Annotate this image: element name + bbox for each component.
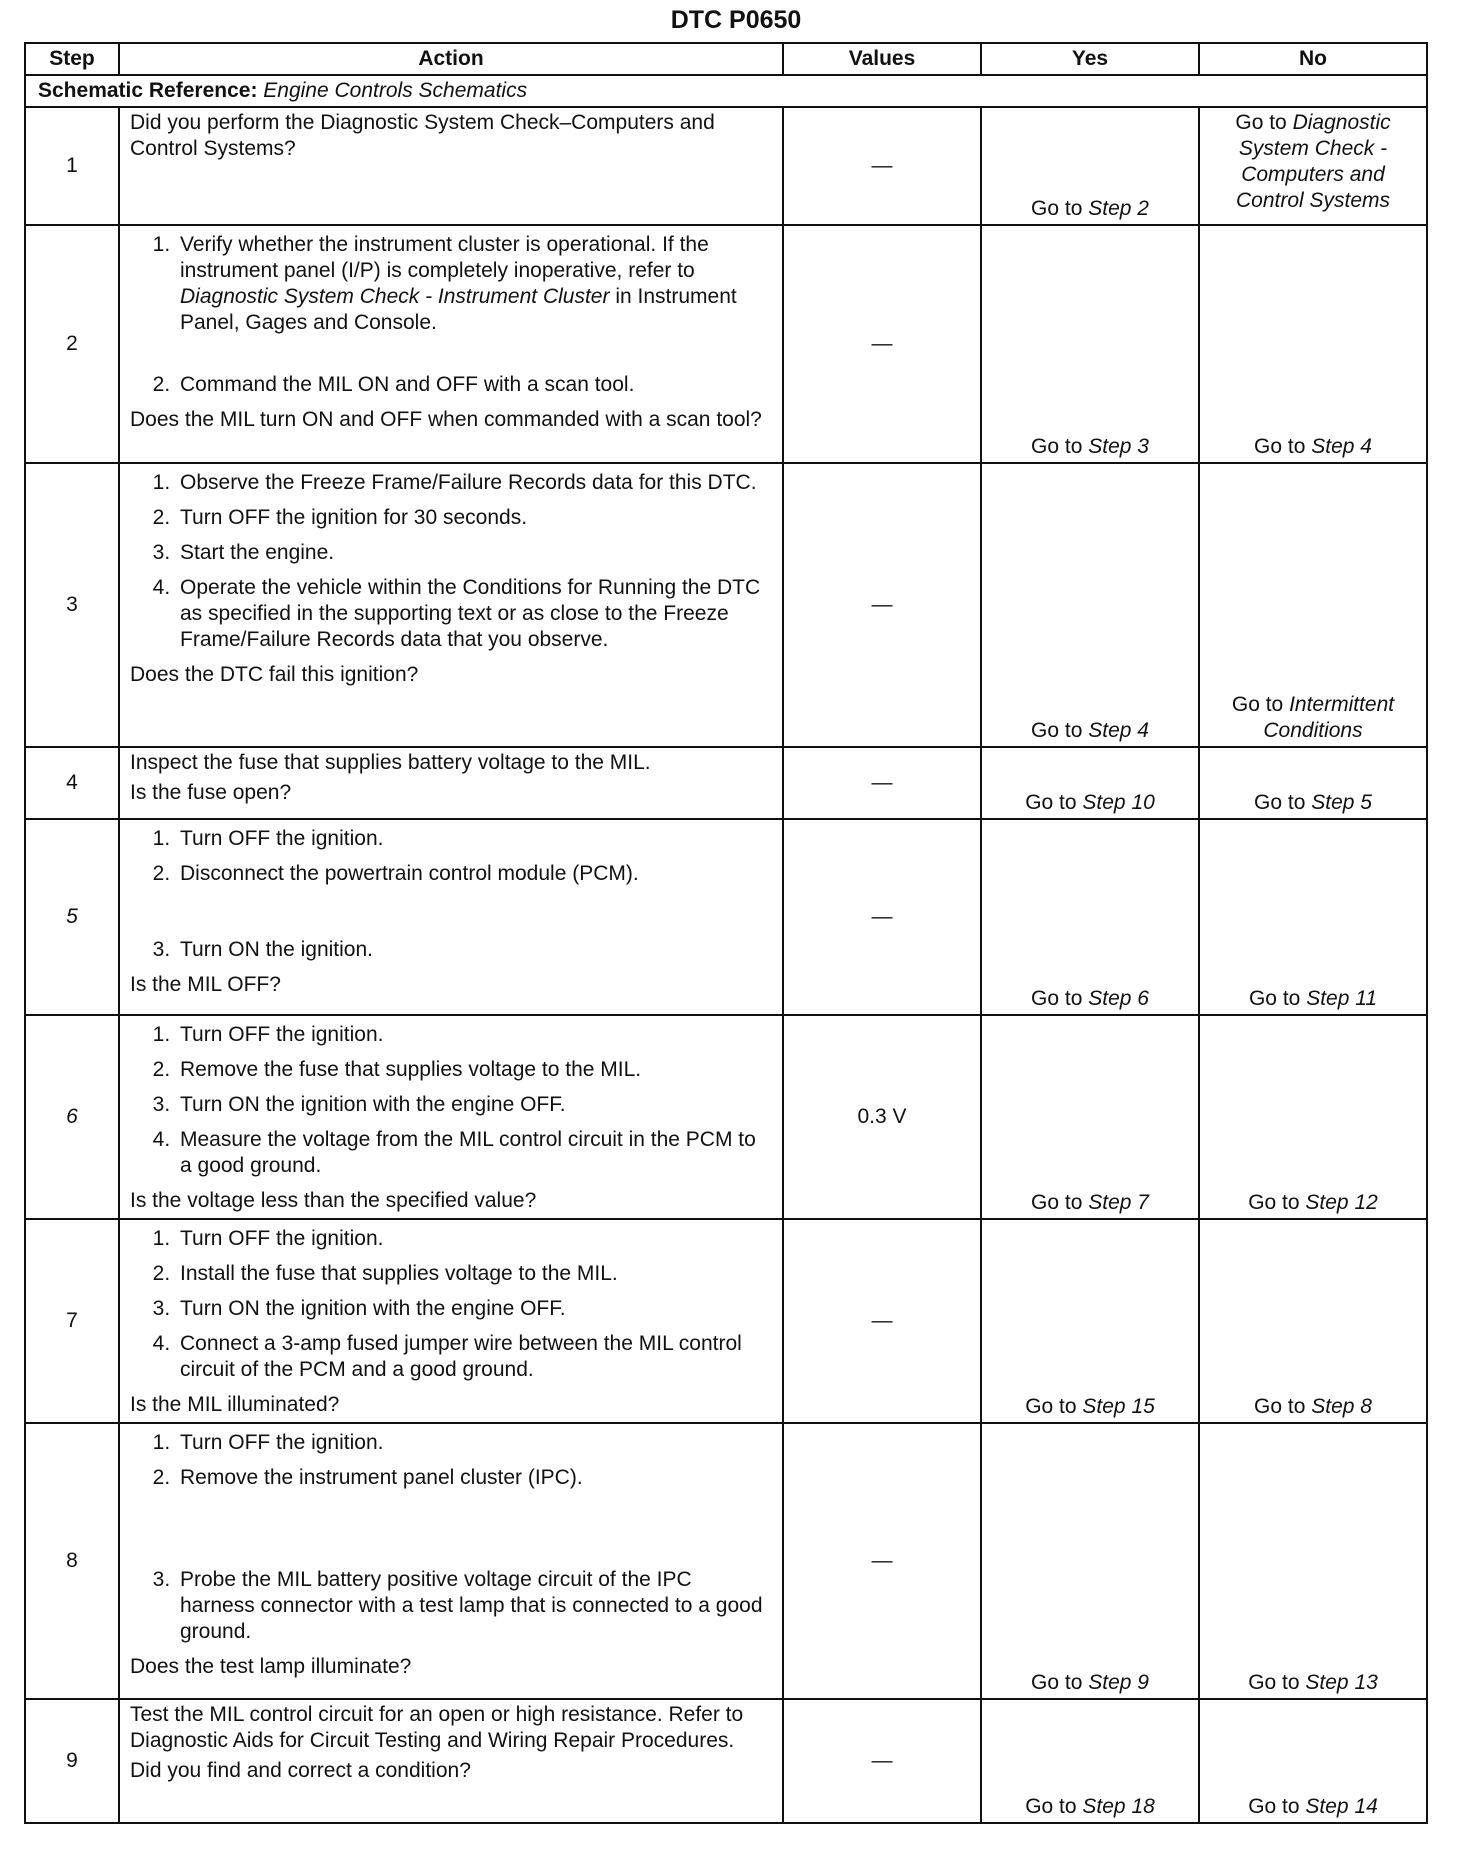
no-step-link[interactable]: Diagnostic System Check - Computers and Control Systems [1235, 111, 1391, 212]
header-yes: Yes [981, 43, 1199, 75]
action-question: Is the voltage less than the specified value? [130, 1189, 537, 1212]
header-action: Action [119, 43, 783, 75]
table-row [25, 463, 1427, 747]
action-question: Does the MIL turn ON and OFF when commanded with a scan tool? [130, 408, 762, 431]
table-row [25, 225, 1427, 463]
action-step: 1. Turn OFF the ignition. [176, 1430, 772, 1456]
yes-cell: Go to Step 9 [981, 1423, 1199, 1699]
table-row [25, 819, 1427, 1015]
no-cell: Go to Step 5 [1199, 747, 1427, 819]
no-step-link[interactable]: Step 11 [1306, 987, 1378, 1010]
action-step: 2. Command the MIL ON and OFF with a scan tool. [176, 372, 772, 398]
schematic-label: Schematic Reference: [38, 79, 258, 102]
table-row [25, 107, 1427, 225]
action-cell [119, 107, 783, 225]
table-row [25, 1423, 1427, 1699]
action-steps [130, 1022, 772, 1179]
action-text: Did you perform the Diagnostic System Check–Computers and Control Systems? [130, 111, 715, 160]
action-text: Inspect the fuse that supplies battery voltage to the MIL. [130, 751, 651, 774]
no-cell: Go to Step 14 [1199, 1699, 1427, 1823]
action-question: Is the fuse open? [130, 781, 292, 804]
yes-step-link[interactable]: Step 7 [1088, 1191, 1149, 1214]
action-step: 2. Turn OFF the ignition for 30 seconds. [176, 505, 772, 531]
header-values: Values [783, 43, 981, 75]
no-cell: Go to Step 12 [1199, 1015, 1427, 1219]
step-number: 2 [25, 225, 119, 463]
action-cell [119, 1423, 783, 1699]
value-cell: — [783, 463, 981, 747]
yes-cell: Go to Step 4 [981, 463, 1199, 747]
action-cell [119, 1219, 783, 1423]
action-step: 3. Start the engine. [176, 540, 772, 566]
no-cell: Go to Step 8 [1199, 1219, 1427, 1423]
yes-step-link[interactable]: Step 10 [1082, 791, 1155, 814]
action-steps [130, 1226, 772, 1383]
table-row [25, 1699, 1427, 1823]
action-cell [119, 819, 783, 1015]
value-cell: — [783, 107, 981, 225]
table-row [25, 1219, 1427, 1423]
schematic-reference [25, 75, 1427, 107]
yes-step-link[interactable]: Step 4 [1088, 719, 1149, 742]
yes-step-link[interactable]: Step 18 [1082, 1795, 1155, 1818]
action-question: Is the MIL illuminated? [130, 1393, 340, 1416]
value-cell: — [783, 1423, 981, 1699]
action-text: Test the MIL control circuit for an open or high resistance. Refer to Diagnostic Aids for Circuit Testing and Wiring Repair Procedures. [130, 1703, 744, 1752]
action-steps [130, 826, 772, 963]
action-step: 3. Probe the MIL battery positive voltage circuit of the IPC harness connector with a test lamp that is connected to a good ground. [176, 1567, 772, 1645]
step-number: 5 [25, 819, 119, 1015]
no-cell: Go to Step 13 [1199, 1423, 1427, 1699]
page-title: DTC P0650 [670, 6, 802, 34]
yes-step-link[interactable]: Step 9 [1088, 1671, 1149, 1694]
no-cell: Go to Step 11 [1199, 819, 1427, 1015]
value-cell: — [783, 1219, 981, 1423]
no-cell: Go to Diagnostic System Check - Computers and Control Systems [1199, 107, 1427, 225]
yes-cell: Go to Step 7 [981, 1015, 1199, 1219]
value-cell: — [783, 1699, 981, 1823]
yes-cell: Go to Step 10 [981, 747, 1199, 819]
action-step: 2. Disconnect the powertrain control module (PCM). [176, 861, 772, 887]
no-cell: Go to Step 4 [1199, 225, 1427, 463]
diagnostic-table [24, 42, 1428, 1824]
action-step: 1. Turn OFF the ignition. [176, 826, 772, 852]
no-step-link[interactable]: Intermittent Conditions [1263, 693, 1395, 742]
action-question: Does the test lamp illuminate? [130, 1655, 412, 1678]
step-number: 3 [25, 463, 119, 747]
action-steps [130, 470, 772, 653]
yes-cell: Go to Step 2 [981, 107, 1199, 225]
no-step-link[interactable]: Step 13 [1305, 1671, 1378, 1694]
table-row [25, 747, 1427, 819]
yes-step-link[interactable]: Step 2 [1088, 197, 1149, 220]
no-cell: Go to Intermittent Conditions [1199, 463, 1427, 747]
action-steps [130, 232, 772, 398]
action-cell [119, 463, 783, 747]
action-question: Did you find and correct a condition? [130, 1759, 471, 1782]
action-question: Is the MIL OFF? [130, 973, 281, 996]
action-step: 1. Turn OFF the ignition. [176, 1226, 772, 1252]
value-cell: — [783, 225, 981, 463]
action-step: 3. Turn ON the ignition with the engine OFF. [176, 1092, 772, 1118]
action-step: 2. Remove the fuse that supplies voltage to the MIL. [176, 1057, 772, 1083]
action-step: 1. Observe the Freeze Frame/Failure Records data for this DTC. [176, 470, 772, 496]
value-cell: — [783, 747, 981, 819]
yes-step-link[interactable]: Step 6 [1088, 987, 1149, 1010]
table-row [25, 1015, 1427, 1219]
action-steps [130, 1430, 772, 1645]
action-step: 2. Install the fuse that supplies voltage to the MIL. [176, 1261, 772, 1287]
no-step-link[interactable]: Step 8 [1311, 1395, 1372, 1418]
value-cell: 0.3 V [783, 1015, 981, 1219]
header-row [25, 43, 1427, 75]
step-number: 6 [25, 1015, 119, 1219]
action-step: 4. Connect a 3-amp fused jumper wire between the MIL control circuit of the PCM and a good ground. [176, 1331, 772, 1383]
step-number: 9 [25, 1699, 119, 1823]
action-cell [119, 225, 783, 463]
yes-step-link[interactable]: Step 3 [1088, 435, 1149, 458]
value-cell: — [783, 819, 981, 1015]
header-no: No [1199, 43, 1427, 75]
action-step: 1. Turn OFF the ignition. [176, 1022, 772, 1048]
yes-cell: Go to Step 3 [981, 225, 1199, 463]
action-cell [119, 1699, 783, 1823]
no-step-link[interactable]: Step 5 [1311, 791, 1372, 814]
action-cell [119, 747, 783, 819]
no-step-link[interactable]: Step 14 [1305, 1795, 1378, 1818]
action-step: 3. Turn ON the ignition. [176, 937, 772, 963]
step-number: 8 [25, 1423, 119, 1699]
yes-step-link[interactable]: Step 15 [1082, 1395, 1155, 1418]
yes-cell: Go to Step 6 [981, 819, 1199, 1015]
step-number: 7 [25, 1219, 119, 1423]
no-step-link[interactable]: Step 12 [1305, 1191, 1378, 1214]
no-step-link[interactable]: Step 4 [1311, 435, 1372, 458]
yes-cell: Go to Step 18 [981, 1699, 1199, 1823]
action-question: Does the DTC fail this ignition? [130, 663, 419, 686]
step-number: 4 [25, 747, 119, 819]
action-step: 4. Measure the voltage from the MIL control circuit in the PCM to a good ground. [176, 1127, 772, 1179]
action-step: 1. Verify whether the instrument cluster is operational. If the instrument panel (I/P) is completely inoperative, refer to Diagnostic System Check - Instrument Cluster in Instrument Panel, Gages and Console. [176, 232, 772, 336]
yes-cell: Go to Step 15 [981, 1219, 1199, 1423]
schematic-row [25, 75, 1427, 107]
schematic-value: Engine Controls Schematics [263, 79, 528, 102]
action-step: 2. Remove the instrument panel cluster (IPC). [176, 1465, 772, 1491]
action-cell [119, 1015, 783, 1219]
header-step: Step [25, 43, 119, 75]
step-number: 1 [25, 107, 119, 225]
action-step: 3. Turn ON the ignition with the engine OFF. [176, 1296, 772, 1322]
action-step: 4. Operate the vehicle within the Conditions for Running the DTC as specified in the supporting text or as close to the Freeze Frame/Failure Records data that you observe. [176, 575, 772, 653]
